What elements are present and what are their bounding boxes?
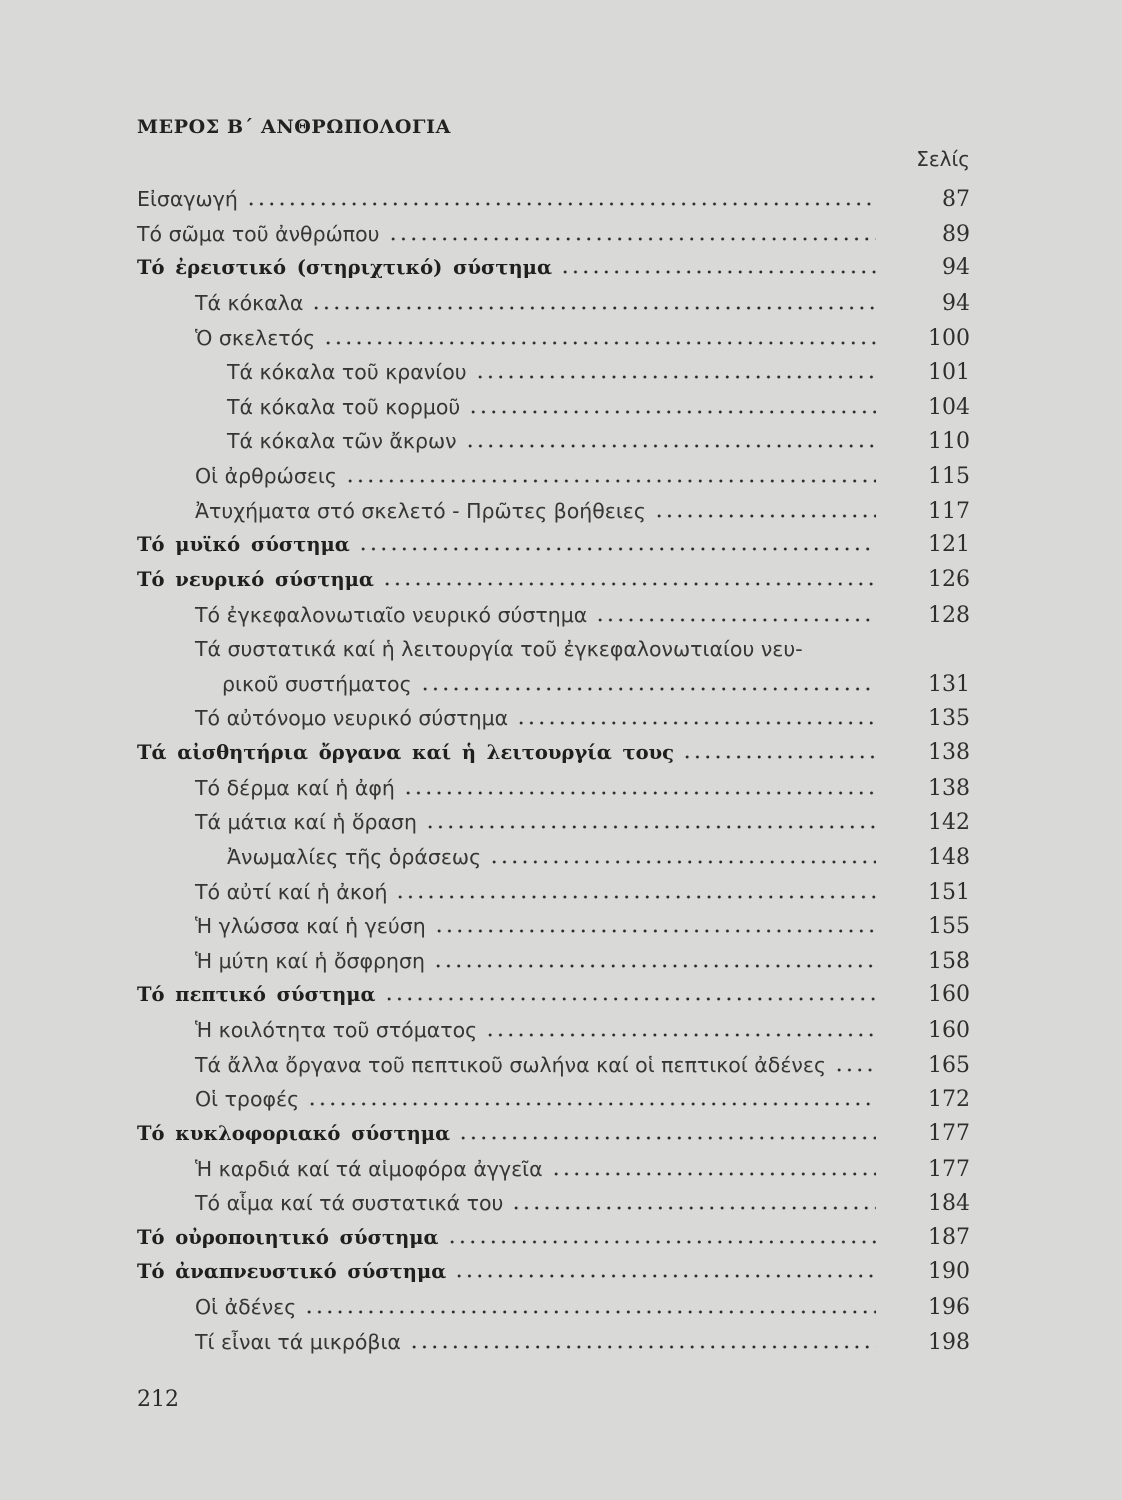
toc-page-number: 94 [942, 255, 970, 281]
toc-entry [137, 459, 970, 494]
toc-page-number: 187 [928, 1224, 970, 1250]
toc-section-title: Τό οὐροποιητικό σύστημα [137, 1225, 439, 1249]
dot-leader [560, 270, 876, 274]
dot-leader [345, 479, 876, 483]
toc-entry [137, 840, 970, 875]
toc-entry [137, 321, 970, 356]
toc-section [137, 563, 970, 598]
toc-entry-title: Τό δέρμα καί ἡ ἀφή [195, 775, 395, 800]
toc-section [137, 736, 970, 771]
toc-page-number: 89 [942, 221, 970, 247]
toc-entry-title: Τί εἶναι τά μικρόβια [195, 1329, 401, 1354]
toc-page-number: 151 [928, 879, 970, 905]
toc-entry [137, 355, 970, 390]
toc-page-number: 138 [928, 775, 970, 801]
toc-page-number: 142 [928, 810, 970, 836]
dot-leader [323, 341, 876, 345]
dot-leader [388, 237, 876, 241]
toc-entry-title: Εἰσαγωγή [137, 187, 238, 211]
toc-entry [137, 875, 970, 910]
dot-leader [654, 514, 876, 518]
dot-leader [447, 1240, 876, 1244]
toc-entry-title: Οἱ ἀρθρώσεις [195, 464, 337, 488]
toc-page-number: 87 [942, 187, 970, 212]
toc-entry [137, 909, 970, 944]
toc-entry [137, 944, 970, 979]
toc-page-number: 110 [928, 429, 970, 455]
toc-entry [137, 1325, 970, 1360]
toc-entry-title: Οἱ ἀδένες [195, 1295, 297, 1319]
dot-leader [485, 1033, 876, 1037]
toc-section [137, 1255, 970, 1290]
toc-section [137, 1117, 970, 1152]
toc-section-title: Τά αἰσθητήρια ὄργανα καί ἡ λειτουργία τους [137, 741, 675, 764]
toc-section [137, 528, 970, 563]
toc-section-title: Τό νευρικό σύστημα [137, 567, 374, 591]
toc-entry [137, 701, 970, 736]
toc-section-title: Τό πεπτικό σύστημα [137, 983, 376, 1007]
dot-leader [551, 1172, 876, 1176]
toc-section [137, 251, 970, 286]
dot-leader [454, 1274, 876, 1278]
page-number: 212 [137, 1387, 179, 1412]
toc-entry-title: Ἡ κοιλότητα τοῦ στόματος [195, 1018, 478, 1042]
toc-entry-title: Τά μάτια καί ἡ ὅραση [195, 810, 418, 835]
toc-page-number: 94 [942, 290, 970, 316]
toc-page-number: 177 [928, 1156, 970, 1182]
toc-entry-title: Τά κόκαλα [195, 290, 304, 315]
dot-leader [682, 755, 876, 759]
dot-leader [516, 721, 876, 725]
toc-page-number: 128 [928, 602, 970, 628]
toc-entry [137, 1290, 970, 1325]
toc-entry [137, 598, 970, 633]
toc-page-number: 100 [928, 325, 970, 351]
toc-page-number: 196 [928, 1295, 970, 1320]
toc-page-number: 101 [928, 360, 970, 386]
dot-leader [511, 1206, 876, 1210]
toc-page-number: 121 [928, 532, 970, 558]
toc-entry [137, 805, 970, 840]
dot-leader [465, 444, 876, 448]
dot-leader [246, 202, 876, 206]
toc-entry-title: Τά κόκαλα τοῦ κορμοῦ [227, 394, 461, 419]
toc-entry-title: Ἡ καρδιά καί τά αἱμοφόρα ἀγγεῖα [195, 1156, 543, 1181]
toc-page-number: 160 [928, 1018, 970, 1043]
toc-page-number: 177 [928, 1120, 970, 1146]
toc-section-title: Τό ἀναπνευστικό σύστημα [137, 1260, 447, 1284]
toc-entry-title: Ἀνωμαλίες τῆς ὁράσεως [227, 844, 482, 869]
toc-page-number: 135 [928, 706, 970, 732]
dot-leader [433, 964, 876, 968]
dot-leader [468, 410, 876, 414]
toc-entry [137, 1152, 970, 1187]
toc-section [137, 978, 970, 1013]
toc-page-number: 158 [928, 948, 970, 974]
toc-entry [137, 1013, 970, 1048]
toc-page-number: 148 [928, 844, 970, 870]
toc-entry-title: Οἱ τροφές [195, 1087, 300, 1112]
dot-leader [382, 582, 876, 586]
toc-entry-title: Τά κόκαλα τοῦ κρανίου [227, 360, 467, 385]
toc-entry [137, 424, 970, 459]
toc-page-number: 190 [928, 1259, 970, 1285]
toc-entry-title: Τά ἄλλα ὄργανα τοῦ πεπτικοῦ σωλήνα καί οἱ πεπτικοί ἀδένες [195, 1052, 826, 1077]
dot-leader [358, 547, 876, 551]
toc-entry [137, 217, 970, 252]
toc-section [137, 1221, 970, 1256]
toc-entry-continuation [137, 667, 970, 702]
toc-entry-title: Τό αὐτόνομο νευρικό σύστημα [195, 706, 509, 731]
toc-entry-title: Ἡ μύτη καί ἡ ὄσφρηση [195, 948, 426, 973]
toc-page-number: 160 [928, 982, 970, 1008]
toc-page-number: 172 [928, 1087, 970, 1113]
toc-entry-title: Τό αὐτί καί ἡ ἀκοή [195, 879, 388, 904]
toc-entry-title: Τά συστατικά καί ἡ λειτουργία τοῦ ἐγκεφαλονωτιαίου νευ- [195, 637, 803, 662]
toc-entry-title: Τό αἷμα καί τά συστατικά του [195, 1191, 504, 1216]
dot-leader [307, 1102, 876, 1106]
dot-leader [425, 825, 876, 829]
dot-leader [834, 1068, 876, 1072]
toc-section-title: Τό κυκλοφοριακό σύστημα [137, 1121, 451, 1145]
toc-section-title: Τό ἐρειστικό (στηριχτικό) σύστημα [137, 256, 552, 280]
toc-entry-title: Ἀτυχήματα στό σκελετό - Πρῶτες βοήθειες [195, 498, 646, 523]
toc-page-number: 117 [928, 498, 970, 524]
toc-page-number: 104 [928, 394, 970, 420]
toc-section-title: Τό μυϊκό σύστημα [137, 533, 350, 557]
toc-entry [137, 286, 970, 321]
dot-leader [420, 687, 876, 691]
toc-page-number: 115 [928, 464, 970, 489]
toc-entry-wrapped-line [137, 632, 970, 667]
toc-entry-title: Τά κόκαλα τῶν ἄκρων [227, 429, 457, 454]
toc-entry [137, 182, 970, 217]
toc-page-number: 126 [928, 566, 970, 592]
dot-leader [489, 860, 876, 864]
toc-page-number: 165 [928, 1052, 970, 1078]
toc-page-number: 198 [928, 1329, 970, 1355]
dot-leader [475, 375, 876, 379]
dot-leader [409, 1345, 876, 1349]
page-column-label: Σελίς [916, 147, 970, 171]
dot-leader [434, 929, 876, 933]
toc-page-number: 184 [928, 1191, 970, 1217]
toc-entry-title: Τό σῶμα τοῦ ἀνθρώπου [137, 221, 380, 246]
toc-entry [137, 1048, 970, 1083]
toc-page-number: 131 [928, 671, 970, 697]
toc-entry-title-continued: ρικοῦ συστήματος [222, 671, 412, 696]
dot-leader [458, 1136, 876, 1140]
dot-leader [395, 895, 876, 899]
dot-leader [403, 791, 876, 795]
dot-leader [304, 1310, 876, 1314]
toc-entry-title: Ἡ γλώσσα καί ἡ γεύση [195, 914, 426, 939]
dot-leader [384, 997, 876, 1001]
table-of-contents [137, 182, 970, 1359]
toc-entry-title: Ὁ σκελετός [195, 325, 316, 350]
toc-entry [137, 390, 970, 425]
dot-leader [311, 306, 876, 310]
part-title: ΜΕΡΟΣ Β΄ ΑΝΘΡΩΠΟΛΟΓΙΑ [137, 116, 451, 138]
toc-entry-title: Τό ἐγκεφαλονωτιαῖο νευρικό σύστημα [195, 602, 588, 627]
toc-page-number: 138 [928, 740, 970, 765]
dot-leader [595, 618, 876, 622]
toc-entry [137, 1082, 970, 1117]
toc-entry [137, 494, 970, 529]
toc-entry [137, 1186, 970, 1221]
toc-page-number: 155 [928, 914, 970, 940]
toc-entry [137, 771, 970, 806]
